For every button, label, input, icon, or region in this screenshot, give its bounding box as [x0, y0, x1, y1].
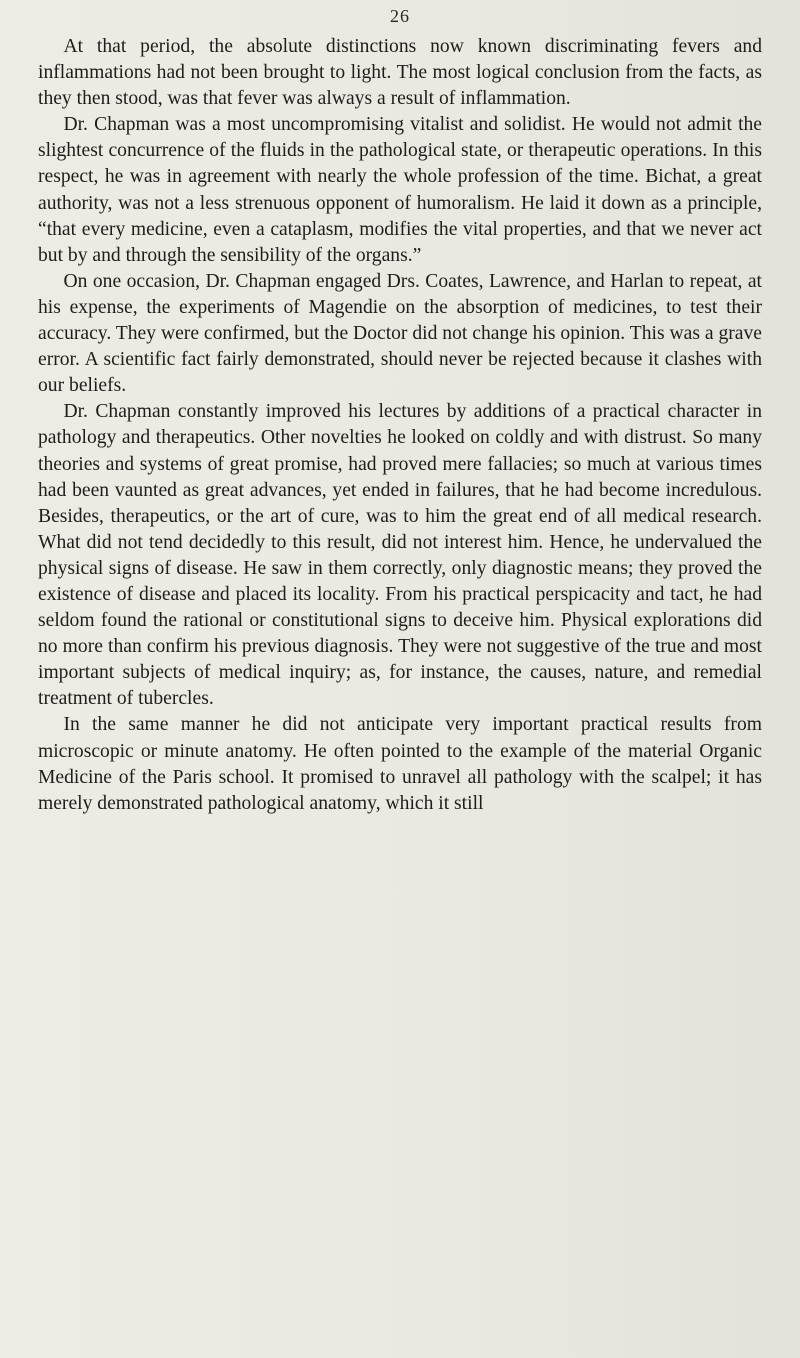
page-number: 26 — [390, 6, 410, 26]
paragraph-5: In the same manner he did not anticipate very important practical results from microscopic or minute anatomy. He often pointed to the example of the material Organic Medicine of the Paris school. It promised to unravel all pathology with the scalpel; it has merely demonstrated pathological anatomy, which it still — [38, 714, 762, 814]
paragraph-4: Dr. Chapman constantly improved his lectures by additions of a practical character in pathology and therapeutics. Other novelties he looked on coldly and with distrust. So many theories and systems of great promise, had proved mere fallacies; so much at various times had been vaunted as great advances, yet ended in failures, that he had become incredulous. Besides, therapeutics, or the art of cure, was to him the great end of all medical research. What did not tend decidedly to this result, did not interest him. Hence, he undervalued the physical signs of disease. He saw in them correctly, only diagnostic means; they proved the existence of disease and placed its locality. From his practical perspicacity and tact, he had seldom found the rational or constitutional signs to deceive him. Physical explorations did no more than confirm his previous diagnosis. They were not suggestive of the true and most important subjects of medical inquiry; as, for instance, the causes, nature, and remedial treatment of tubercles. — [38, 401, 762, 710]
paragraph-1: At that period, the absolute distinctions now known discriminating fevers and inflammations had not been brought to light. The most logical conclusion from the facts, as they then stood, was that fever was always a result of inflammation. — [38, 36, 762, 110]
paragraph-2: Dr. Chapman was a most uncompromising vitalist and solidist. He would not admit the slightest concurrence of the fluids in the pathological state, or therapeutic operations. In this respect, he was in agreement with nearly the whole profession of the time. Bichat, a great authority, was not a less strenuous opponent of humoralism. He laid it down as a principle, “that every medicine, even a cataplasm, modifies the vital properties, and that we never act but by and through the sensibility of the organs.” — [38, 114, 762, 266]
body-text — [38, 34, 762, 817]
paragraph-3: On one occasion, Dr. Chapman engaged Drs. Coates, Lawrence, and Harlan to repeat, at his expense, the experiments of Magendie on the absorption of medicines, to test their accuracy. They were confirmed, but the Doctor did not change his opinion. This was a grave error. A scientific fact fairly demonstrated, should never be rejected because it clashes with our beliefs. — [38, 270, 762, 397]
